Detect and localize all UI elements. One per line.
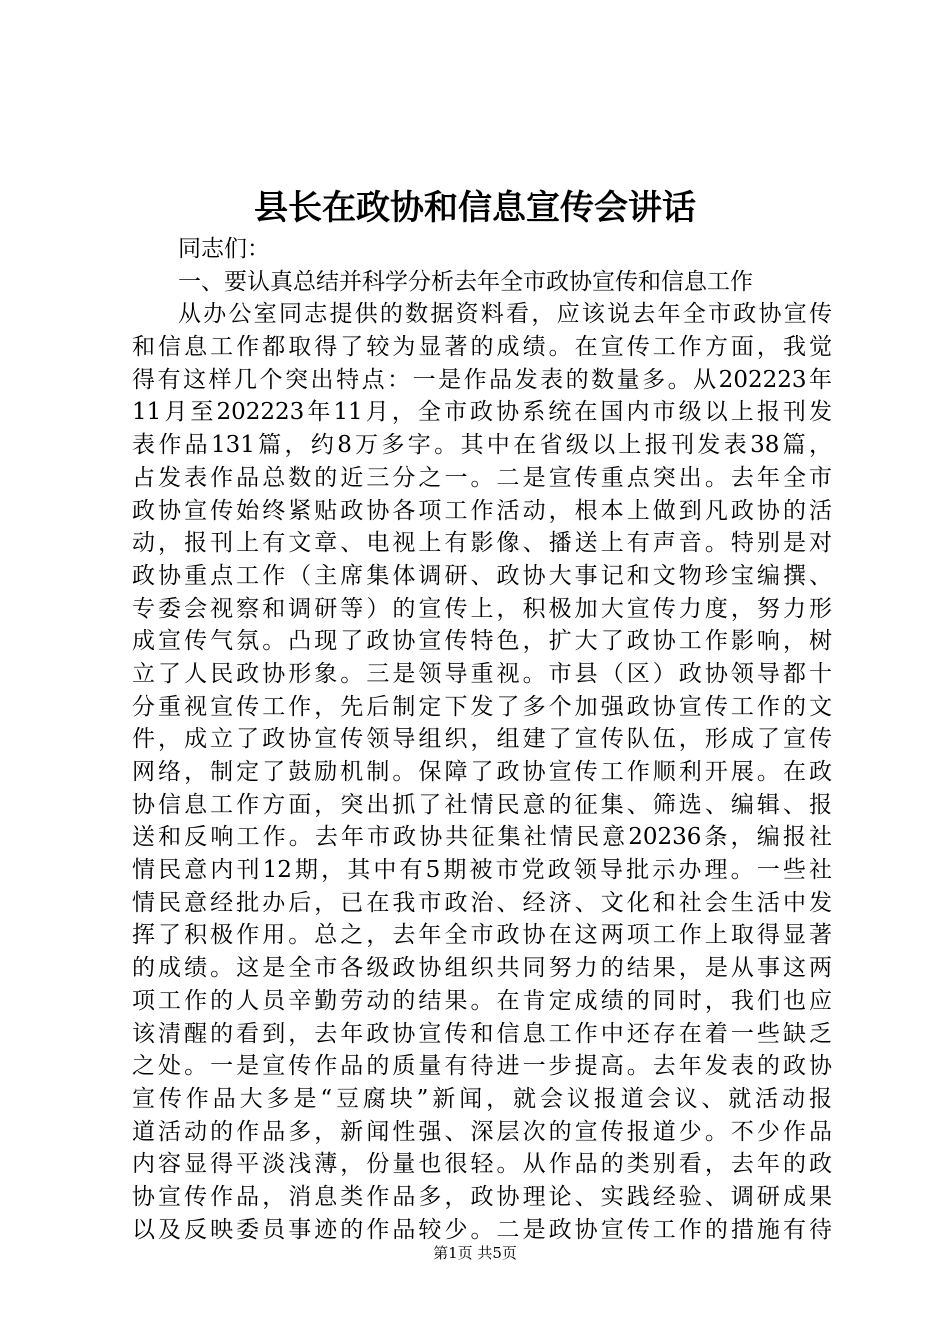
paragraph-line: 和信息工作都取得了较为显著的成绩。在宣传工作方面，我觉 xyxy=(132,334,832,361)
section-heading-line: 一、要认真总结并科学分析去年全市政协宣传和信息工作 xyxy=(178,268,753,295)
document-title: 县长在政协和信息宣传会讲话 xyxy=(254,188,696,228)
paragraph-line: 宣传作品大多是“豆腐块”新闻，就会议报道会议、就活动报 xyxy=(132,1085,832,1112)
paragraph-line: 之处。一是宣传作品的质量有待进一步提高。去年发表的政协 xyxy=(132,1053,832,1080)
paragraph-line: 情民意经批办后，已在我市政治、经济、文化和社会生活中发 xyxy=(132,889,832,916)
document-body xyxy=(132,233,832,1246)
paragraph-line: 的成绩。这是全市各级政协组织共同努力的结果，是从事这两 xyxy=(132,955,832,982)
paragraph-line: 协信息工作方面，突出抓了社情民意的征集、筛选、编辑、报 xyxy=(132,791,832,818)
paragraph-line: 网络，制定了鼓励机制。保障了政协宣传工作顺利开展。在政 xyxy=(132,759,832,785)
paragraph-line: 表作品131篇，约8万多字。其中在省级以上报刊发表38篇， xyxy=(132,432,832,459)
paragraph-line: 道活动的作品多，新闻性强、深层次的宣传报道少。不少作品 xyxy=(132,1118,832,1145)
paragraph-line: 内容显得平淡浅薄，份量也很轻。从作品的类别看，去年的政 xyxy=(132,1151,832,1178)
paragraph-line: 项工作的人员辛勤劳动的结果。在肯定成绩的同时，我们也应 xyxy=(132,987,832,1014)
paragraph-line: 得有这样几个突出特点：一是作品发表的数量多。从202223年 xyxy=(132,366,832,393)
paragraph-line: 立了人民政协形象。三是领导重视。市县（区）政协领导都十 xyxy=(132,660,832,687)
paragraph-line: 协宣传作品，消息类作品多，政协理论、实践经验、调研成果 xyxy=(132,1183,832,1210)
salutation-line: 同志们： xyxy=(178,236,270,262)
paragraph-line: 件，成立了政协宣传领导组织，组建了宣传队伍，形成了宣传 xyxy=(132,726,832,753)
paragraph-line: 挥了积极作用。总之，去年全市政协在这两项工作上取得显著 xyxy=(132,922,832,949)
paragraph-line: 11月至202223年11月，全市政协系统在国内市级以上报刊发 xyxy=(132,399,832,426)
paragraph-line: 政协重点工作（主席集体调研、政协大事记和文物珍宝编撰、 xyxy=(132,562,832,589)
paragraph-line: 该清醒的看到，去年政协宣传和信息工作中还存在着一些缺乏 xyxy=(132,1020,832,1047)
paragraph-line: 政协宣传始终紧贴政协各项工作活动，根本上做到凡政协的活 xyxy=(132,497,832,524)
paragraph-line: 分重视宣传工作，先后制定下发了多个加强政协宣传工作的文 xyxy=(132,693,832,720)
paragraph-line: 情民意内刊12期，其中有5期被市党政领导批示办理。一些社 xyxy=(132,857,832,884)
paragraph-line: 动，报刊上有文章、电视上有影像、播送上有声音。特别是对 xyxy=(132,530,832,557)
paragraph-line: 占发表作品总数的近三分之一。二是宣传重点突出。去年全市 xyxy=(132,464,832,491)
paragraph-line: 以及反映委员事迹的作品较少。二是政协宣传工作的措施有待 xyxy=(132,1216,832,1243)
paragraph-line: 专委会视察和调研等）的宣传上，积极加大宣传力度，努力形 xyxy=(132,595,832,622)
paragraph-line: 成宣传气氛。凸现了政协宣传特色，扩大了政协工作影响，树 xyxy=(132,628,832,655)
paragraph-line: 送和反响工作。去年市政协共征集社情民意20236条，编报社 xyxy=(132,824,832,851)
page-footer: 第1页 共5页 xyxy=(433,1244,517,1262)
paragraph-line: 从办公室同志提供的数据资料看，应该说去年全市政协宣传 xyxy=(178,301,832,328)
